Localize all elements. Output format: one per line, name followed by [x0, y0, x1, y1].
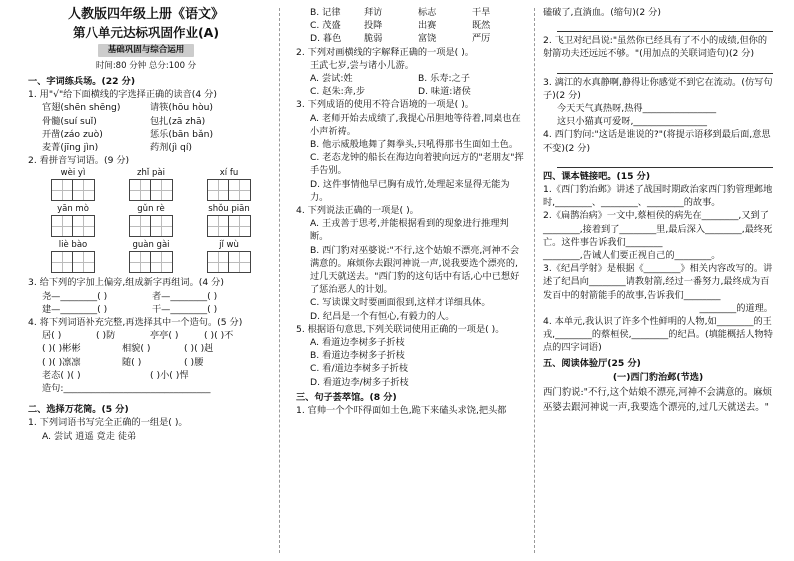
page-title: 人教版四年级上册《语文》 — [67, 7, 224, 22]
answer-option[interactable]: D. 纪昌是一个有恒心,有毅力的人。 — [310, 310, 455, 322]
question-text: 2. 飞卫对纪昌说:"虽然你已经具有了不小的成绩,但你的射箭功夫还远远不够。"(用加点的关联词造句)(2 分) — [543, 35, 768, 60]
section-heading: 三、句子荟萃馆。(8 分) — [296, 391, 397, 403]
option-row[interactable] — [296, 19, 526, 32]
pinyin-label: yān mò — [57, 204, 89, 215]
column-left — [28, 6, 264, 443]
idiom-blank[interactable]: ( )小( )悍 — [150, 369, 189, 381]
writing-box[interactable] — [51, 215, 73, 237]
answer-option[interactable]: A. 尝试 逍遥 竟走 徒弟 — [42, 430, 137, 442]
option-word: 投降 — [364, 20, 383, 32]
answer-option[interactable]: D. 这件事情他早已胸有成竹,处理起来显得无能为力。 — [310, 178, 510, 203]
question-text: 2. 看拼音写词语。(9 分) — [28, 155, 130, 167]
question-text[interactable]: 4. 本单元,我认识了许多个性鲜明的人物,如________的王戎,________的蔡桓侯,________的纪昌。(填能概括人物特点的四字词语) — [543, 316, 773, 354]
idiom-blank[interactable]: ( )防 — [96, 330, 116, 342]
idiom-blank[interactable]: 亭亭( ) — [150, 330, 179, 342]
pinyin-label: guàn gài — [132, 240, 170, 251]
question-text: 3. 给下列的字加上偏旁,组成新字再组词。(4 分) — [28, 277, 224, 289]
pinyin-row — [28, 204, 264, 237]
model-sentence[interactable]: 这只小猫真可爱呀,________________ — [557, 116, 707, 128]
section-heading: 五、阅读体验厅(25 分) — [543, 357, 641, 369]
idiom-blank[interactable]: 相貌( ) — [122, 343, 151, 355]
idiom-row — [28, 329, 264, 342]
option-word: 拜访 — [364, 7, 383, 18]
pinyin-row — [28, 168, 264, 201]
answer-line[interactable] — [557, 19, 773, 32]
answer-option[interactable]: B. 西门豹对巫婆说:"不行,这个姑娘不漂亮,河神不会满意的。麻烦你去跟河神说一声,说我要选个漂亮的,过几天就送去。"西门豹的这句话中有话,心中已想好了惩治恶人的计划。 — [310, 244, 520, 296]
model-sentence[interactable]: 今天天气真热呀,热得________________ — [557, 103, 717, 115]
quote-text: 王武七岁,尝与诸小儿游。 — [310, 59, 414, 71]
idiom-row — [28, 369, 264, 382]
reading-title: (一)西门豹治邺(节选) — [612, 371, 704, 383]
writing-box[interactable] — [151, 215, 173, 237]
question-text: 磕破了,直淌血。(缩句)(2 分) — [543, 7, 661, 18]
answer-option[interactable]: C. 赵朱:奔,步 — [310, 86, 366, 98]
question-text: 4. 西门豹问:"这话是谁说的?"(将提示语移到最后面,意思不变)(2 分) — [543, 129, 771, 154]
idiom-blank[interactable]: ( )( )彬彬 — [42, 343, 81, 355]
pinyin-label: xí fu — [219, 168, 239, 179]
idiom-blank[interactable]: ( )腰 — [184, 356, 204, 368]
answer-option[interactable]: A. 尝试:姓 — [310, 73, 353, 85]
option-row[interactable] — [296, 6, 526, 19]
option-word: 出赛 — [418, 20, 437, 32]
answer-line[interactable] — [557, 61, 773, 74]
writing-box[interactable] — [129, 251, 151, 273]
pinyin-label: zhǐ pài — [137, 168, 165, 179]
pronunciation-item[interactable]: 惩乐(bān bǎn) — [150, 128, 214, 140]
idiom-row — [28, 356, 264, 369]
pinyin-label: wèi yì — [60, 168, 86, 179]
idiom-blank[interactable]: ( )( )凛凛 — [42, 356, 81, 368]
option-word: D. 暮色 — [310, 33, 342, 45]
fill-blank[interactable]: 者—________( ) — [152, 290, 218, 302]
reading-passage: 西门豹说:"不行,这个姑娘不漂亮,河神不会满意的。麻烦巫婆去跟河神说一声,我要选个漂亮的,过几天就送去。" — [543, 387, 773, 414]
writing-box[interactable] — [129, 179, 151, 201]
section-heading: 一、字词练兵场。(22 分) — [28, 76, 136, 87]
answer-option[interactable]: D. 看道边李/树多子折枝 — [310, 376, 409, 388]
pronunciation-item[interactable]: 开凿(záo zuò) — [42, 128, 103, 140]
section-heading: 四、课本链接吧。(15 分) — [543, 170, 651, 182]
answer-option[interactable]: A. 看道边李树多子折枝 — [310, 337, 405, 349]
answer-option[interactable]: C. 写读课文时要画面很到,这样才详细具体。 — [310, 297, 491, 309]
idiom-blank[interactable]: 居( ) — [42, 330, 62, 342]
writing-box[interactable] — [207, 251, 229, 273]
pronunciation-item[interactable]: 包扎(zā zhā) — [150, 115, 206, 127]
writing-box[interactable] — [73, 179, 95, 201]
fill-blank[interactable]: 干—________( ) — [152, 303, 218, 315]
section-badge: 基础巩固与综合运用 — [98, 44, 194, 57]
question-text: 3. 下列成语的使用不符合语境的一项是( )。 — [296, 99, 474, 111]
option-word: 严厉 — [472, 33, 491, 45]
column-right — [543, 6, 773, 415]
pinyin-row — [28, 240, 264, 273]
section-heading: 二、选择万花筒。(5 分) — [28, 404, 129, 416]
idiom-blank[interactable]: 老态( )( ) — [42, 369, 81, 381]
time-score-info: 时间:80 分钟 总分:100 分 — [95, 61, 197, 71]
option-word: 干旱 — [472, 7, 491, 18]
writing-box[interactable] — [151, 251, 173, 273]
question-text: 5. 根据语句意思,下列关联词使用正确的一项是( )。 — [296, 323, 505, 335]
answer-option[interactable]: B. 看道边李树多子折枝 — [310, 350, 405, 362]
question-text: 4. 将下列词语补充完整,再选择其中一个造句。(5 分) — [28, 317, 243, 329]
option-word: 富饶 — [418, 33, 437, 45]
writing-box[interactable] — [229, 251, 251, 273]
option-row[interactable] — [296, 32, 526, 45]
pinyin-label: gǔn rè — [137, 204, 165, 215]
idiom-blank[interactable]: ( )( )赳 — [184, 343, 214, 355]
sentence-making-line[interactable]: 造句:________________________________ — [42, 383, 211, 395]
question-text[interactable]: 1.《西门豹治邺》讲述了战国时期政治家西门豹管理邺地时,________、________、________的故事。 — [543, 184, 773, 209]
question-text[interactable]: 2.《扁鹊治病》一文中,蔡桓侯的病先在________,又到了________,接着到了________里,最后深入________,最终死亡。这件事告诉我们________ — [543, 210, 773, 248]
writing-box[interactable] — [73, 251, 95, 273]
question-text: 3. 漓江的水真静啊,静得让你感觉不到它在流动。(仿写句子)(2 分) — [543, 76, 773, 101]
writing-box[interactable] — [207, 215, 229, 237]
pinyin-label: jǐ wù — [219, 240, 239, 251]
idiom-row — [28, 342, 264, 355]
writing-box[interactable] — [229, 179, 251, 201]
option-word: 标志 — [418, 7, 437, 18]
answer-option[interactable]: B. 乐寿:之子 — [418, 73, 470, 85]
pronunciation-item[interactable]: 官翅(shēn shēng) — [42, 102, 121, 114]
column-divider — [534, 8, 535, 553]
writing-box[interactable] — [151, 179, 173, 201]
fill-blank[interactable]: 建—________( ) — [42, 303, 108, 315]
writing-box[interactable] — [73, 215, 95, 237]
answer-option[interactable]: A. 老师开始去成绩了,我提心吊胆地等待着,同桌也在小声祈祷。 — [310, 112, 521, 137]
answer-option[interactable]: A. 王戎善于思考,并能根据看到的现象进行推理判断。 — [310, 218, 509, 243]
option-word: C. 茂盛 — [310, 20, 341, 32]
writing-box[interactable] — [51, 179, 73, 201]
pinyin-label: liè bào — [58, 240, 88, 251]
writing-box[interactable] — [207, 179, 229, 201]
idiom-blank[interactable]: ( )( )不 — [204, 330, 234, 342]
option-row — [296, 85, 526, 98]
question-text: 1. 下列词语书写完全正确的一组是( )。 — [28, 417, 188, 429]
pronunciation-item[interactable]: 麦菁(jīng jìn) — [42, 142, 99, 154]
option-row — [296, 72, 526, 85]
answer-option[interactable]: B. 他示威般地舞了舞拳头,只吼得那书生面如土色。 — [310, 139, 519, 151]
answer-option[interactable]: C. 老态龙钟的船长在海边向着驶向远方的"老朋友"挥手告别。 — [310, 152, 524, 177]
question-text[interactable]: ________的道理。 — [699, 302, 773, 314]
pinyin-label: shǒu piān — [208, 204, 250, 215]
question-text: 4. 下列说法正确的一项是( )。 — [296, 205, 419, 217]
question-text[interactable]: ________,告诫人们要正视自己的________。 — [543, 250, 721, 262]
option-word: 脆弱 — [364, 33, 383, 45]
fill-row — [28, 290, 264, 303]
column-middle — [296, 6, 526, 417]
fill-blank[interactable]: 尧—________( ) — [42, 290, 108, 302]
writing-box[interactable] — [229, 215, 251, 237]
writing-box[interactable] — [129, 215, 151, 237]
idiom-blank[interactable]: 随( ) — [122, 356, 142, 368]
column-divider — [279, 8, 280, 553]
question-text: 1. 官帅一个个吓得面如土色,跪下来磕头求饶,把头都 — [296, 405, 507, 417]
option-word: 既然 — [472, 20, 491, 32]
option-word: B. 记律 — [310, 7, 341, 18]
question-text: 2. 下列对画横线的字解释正确的一项是( )。 — [296, 46, 474, 58]
answer-line[interactable] — [557, 155, 773, 168]
question-text[interactable]: 3.《纪昌学射》是根据《________》相关内容改写的。讲述了纪昌向________请教射箭,经过一番努力,最终成为百发百中的射箭能手的故事,告诉我们________ — [543, 263, 773, 301]
writing-box[interactable] — [51, 251, 73, 273]
answer-option[interactable]: C. 看/道边李树多子折枝 — [310, 363, 409, 375]
page-subtitle: 第八单元达标巩固作业(A) — [72, 25, 220, 40]
pronunciation-list — [28, 101, 264, 154]
answer-option[interactable]: D. 味道:诸侯 — [418, 86, 471, 98]
pronunciation-item[interactable]: 骨髓(suí suǐ) — [42, 115, 97, 127]
fill-row — [28, 303, 264, 316]
question-text: 1. 用"√"给下面横线的字选择正确的读音(4 分) — [28, 89, 217, 101]
pronunciation-item[interactable]: 药剂(jì qí) — [150, 142, 192, 154]
pronunciation-item[interactable]: 请筷(hōu hòu) — [150, 102, 213, 114]
